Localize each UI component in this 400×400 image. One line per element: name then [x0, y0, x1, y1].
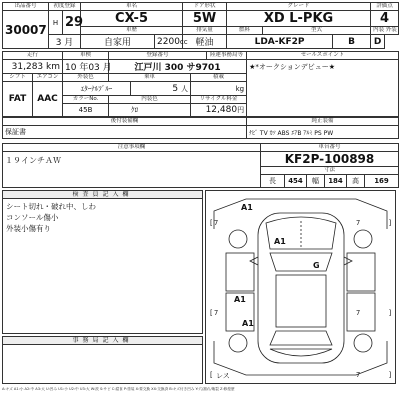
inspection-box [2, 190, 203, 334]
load-label: 積載 [191, 74, 247, 82]
notes-text: １９インチＡＷ [3, 152, 261, 188]
rear-window [270, 331, 332, 345]
plate-number: 江戸川 300 サ9701 [109, 60, 247, 74]
front-frame [214, 199, 387, 229]
options-table [2, 117, 399, 139]
usage: 自家用 [81, 35, 155, 49]
car-body [258, 213, 344, 363]
front-right-wheel [354, 230, 372, 248]
month-value: 3 [55, 38, 62, 48]
grade: XD L-PKG [227, 11, 371, 27]
mid-bracket-right: ] [388, 309, 393, 317]
era: H [49, 11, 63, 35]
header-table [2, 2, 399, 49]
notes-label: 注意事項欄 [3, 144, 261, 152]
seats-value: 5 [172, 83, 179, 94]
equipment: ﾅﾋﾞ TV ｶｿ ABS ｴｱB ｱﾙﾐ PS PW [247, 126, 399, 139]
mileage [3, 60, 63, 74]
front-num-right: 7 [356, 219, 361, 227]
recycle-value: 12,480 [205, 105, 238, 115]
notes-label: 陸運事務局等 [207, 52, 247, 60]
front-bracket-left: [ [209, 219, 214, 227]
dims-label: 寸法 [261, 167, 399, 175]
damage-a1-front: A1 [241, 203, 253, 212]
damage-a1-left: A1 [234, 295, 246, 304]
tailgate [270, 349, 332, 356]
displacement [155, 35, 188, 49]
office-label: 事務局記入欄 [3, 337, 202, 345]
lot-number: 30007 [3, 11, 49, 49]
lot-label: 出品番号 [3, 3, 49, 11]
rear-left-wheel [229, 334, 247, 352]
width: 184 [325, 175, 347, 188]
fuel: 軽油 [183, 35, 227, 49]
month-unit: 月 [64, 38, 74, 48]
windshield [270, 253, 332, 271]
front-num-left: 7 [214, 219, 219, 227]
office-box [2, 336, 203, 384]
seats-label: 乗車 [109, 74, 191, 82]
equip-label: 純正装備 [247, 118, 399, 126]
rear-right-wheel [354, 334, 372, 352]
height-label: 高 [347, 175, 365, 188]
inspection-label: 車検 [63, 52, 109, 60]
mileage-label: 走行 [3, 52, 63, 60]
fuel-label: 燃料 [227, 27, 263, 35]
recycle [191, 104, 247, 117]
ext-color-label: 外装色 [63, 74, 109, 82]
type-label: 型式 [263, 27, 371, 35]
color-no-label: カラーNo. [63, 96, 109, 104]
model-type: LDA-KF2P [227, 35, 333, 49]
after-label: 後付装備欄 [3, 118, 247, 126]
notes-table [2, 143, 399, 188]
roof [276, 275, 326, 327]
ac: AAC [33, 82, 63, 117]
recycle-unit: 円 [237, 106, 245, 114]
mid-bracket-left: [ [209, 309, 214, 317]
left-front-door [226, 253, 254, 291]
right-mirror [344, 257, 352, 265]
sales-label: セールスポイント [247, 52, 399, 60]
rear-frame [214, 341, 387, 375]
reg-month [49, 35, 81, 49]
mileage-unit: km [46, 61, 61, 72]
length: 454 [285, 175, 307, 188]
chassis-label: 車台番号 [261, 144, 399, 152]
length-label: 長 [261, 175, 285, 188]
right-front-door [347, 253, 375, 291]
inspection-line-1: シート切れ・破れ中、しわ [6, 202, 96, 211]
damage-a1-hood: A1 [274, 237, 286, 246]
model-label: 車名 [81, 3, 183, 11]
chassis-number: KF2P-100898 [261, 152, 399, 167]
rear-bracket-left: [ [209, 371, 214, 379]
model-name: CX-5 [81, 11, 183, 27]
int-color-label: 内装色 [109, 96, 191, 104]
detail-table [2, 51, 399, 117]
grade-label: グレード [227, 3, 371, 11]
rear-num-right: 7 [356, 371, 361, 379]
plate-label: 登録番号 [109, 52, 207, 60]
car-diagram [205, 190, 396, 384]
front-bracket-right: ] [388, 219, 393, 227]
seats [131, 82, 191, 96]
inspection-line-2: コンソール傷小 [6, 213, 59, 222]
warranty: 保証書 [3, 126, 247, 139]
mid-num-left: 7 [214, 309, 219, 317]
damage-a1-rear: A1 [242, 319, 254, 328]
subscore-label: 内装 外装 [371, 27, 399, 35]
legend-footer: A:キズ A1:小 A2:中 A3:大 U:凹み U1:小 U2:中 U3:大 W:波 S:サビ C:腐食 P:塗装 X:要交換 XX:交換済 B:キズ付き凹み Y:穴/割れ/亀裂 Z:修復歴 [2, 387, 235, 391]
displacement-value: 2200 [157, 36, 180, 47]
rear-bracket-right: ] [388, 371, 393, 379]
shift: FAT [3, 82, 33, 117]
sales-point: ★*オークションデビュー★ [247, 60, 399, 117]
seats-unit: 人 [181, 84, 189, 93]
recycle-label: リサイクル料金 [191, 96, 247, 104]
mileage-value: 31,283 [11, 61, 44, 72]
ac-label: エアコン [33, 74, 63, 82]
overall-score: 4 [371, 11, 399, 27]
int-color-value: ｸﾛ [131, 106, 139, 114]
year: 29 [63, 11, 81, 35]
doors-label: ドア形状 [183, 3, 227, 11]
mid-num-right: 7 [356, 309, 361, 317]
inspection-label: 検査員記入欄 [3, 191, 202, 199]
score-label: 評価点 [371, 3, 399, 11]
damage-g-roof: G [313, 261, 320, 270]
height: 169 [365, 175, 399, 188]
displacement-unit: cc [179, 37, 188, 46]
inspection-line-3: 外装小傷有り [6, 224, 51, 233]
ext-color: ｴﾀｰﾅﾙﾌﾞﾙｰ [63, 82, 131, 96]
color-no: 45B [63, 104, 109, 117]
exterior-score: D [371, 35, 385, 49]
load-unit: kg [191, 82, 247, 96]
right-rear-door [347, 293, 375, 331]
shift-label: シフト [3, 74, 33, 82]
period-label: 車歴 [81, 27, 183, 35]
inspection-date: 10 年03 月 [63, 60, 109, 74]
rear-re-label: レス [216, 372, 230, 380]
disp-label: 排気量 [183, 27, 227, 35]
width-label: 幅 [307, 175, 325, 188]
interior-score: B [333, 35, 371, 49]
year-label: 初度登録 [49, 3, 81, 11]
car-diagram-svg [206, 191, 395, 383]
door-type: 5W [183, 11, 227, 27]
int-color [109, 104, 191, 117]
front-left-wheel [229, 230, 247, 248]
